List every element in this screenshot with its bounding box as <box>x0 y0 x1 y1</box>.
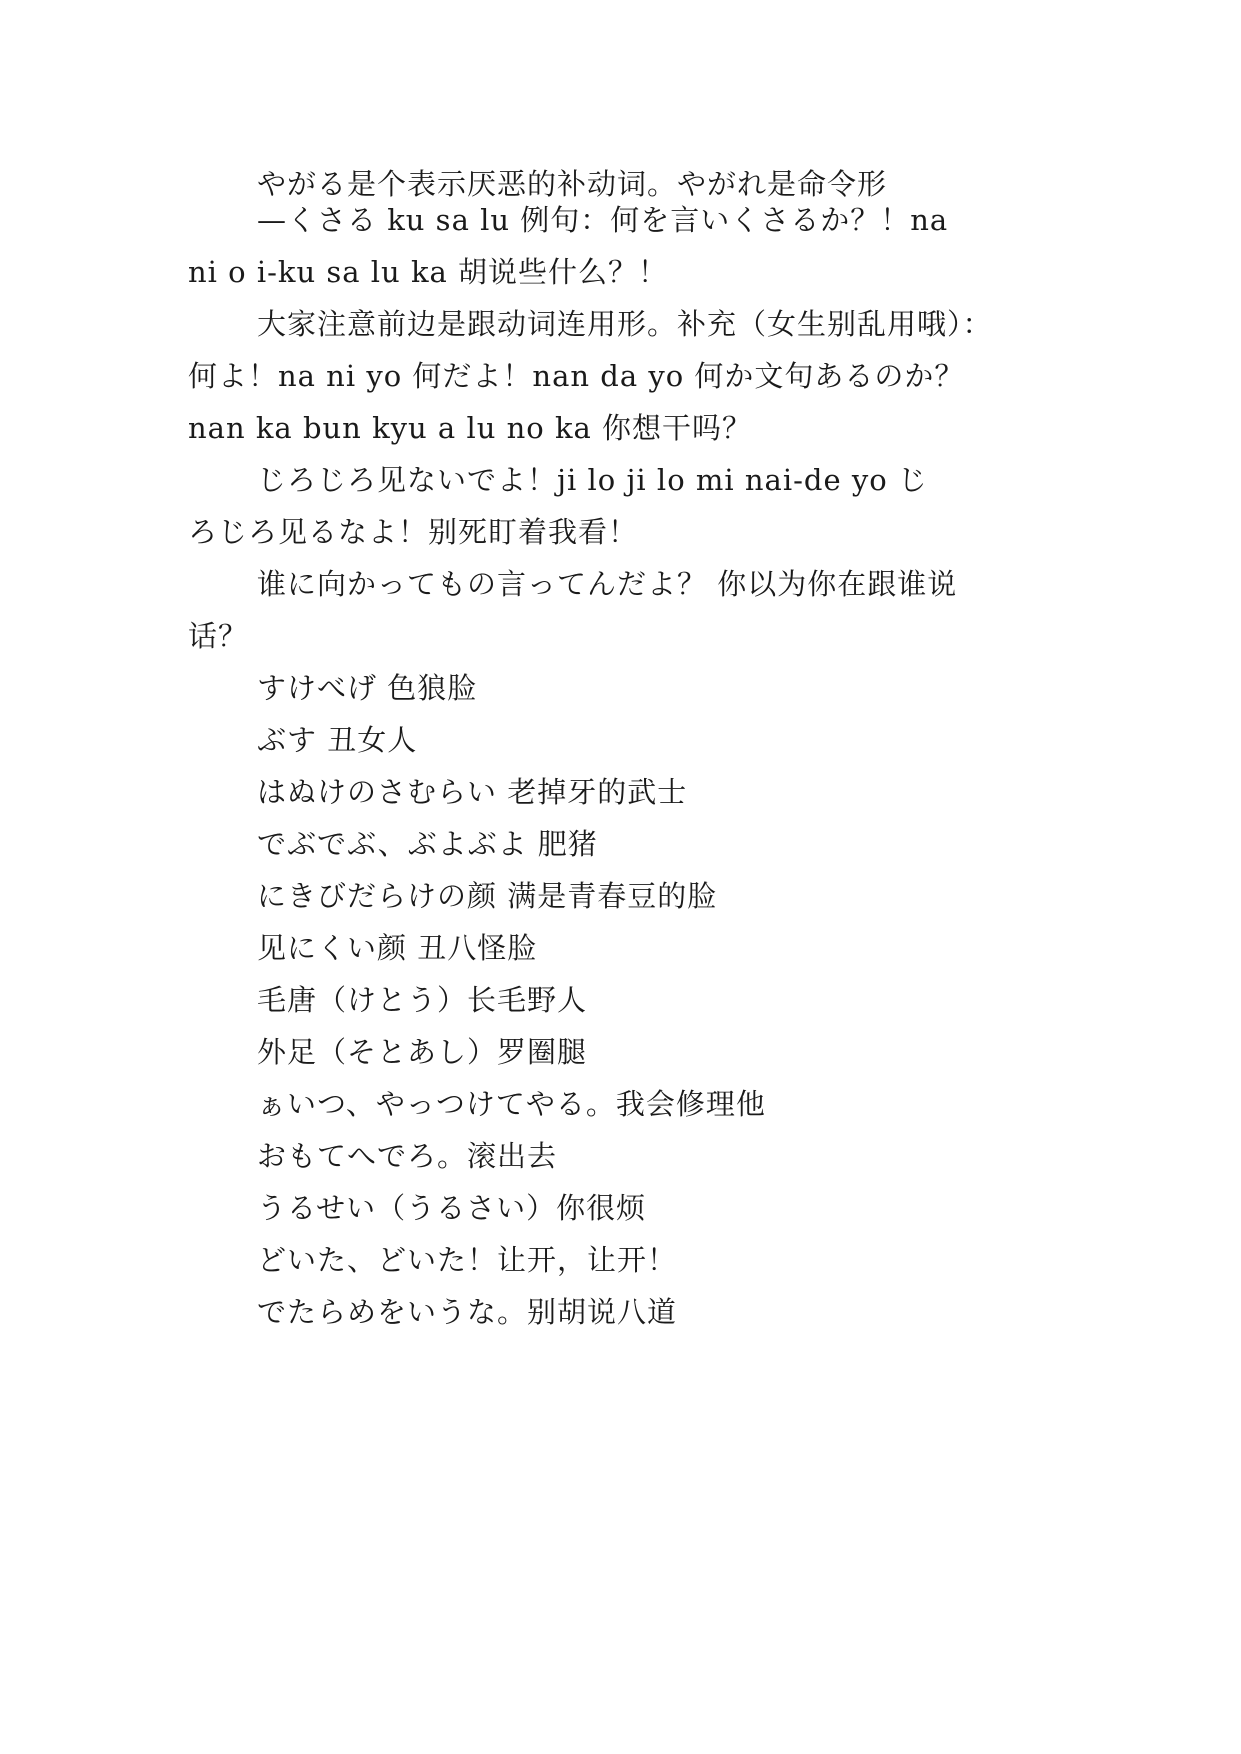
text-line: すけべげ 色狼脸 <box>257 671 478 705</box>
text-line: でたらめをいうな。别胡说八道 <box>257 1295 678 1329</box>
text-line: でぶでぶ、ぶよぶよ 肥猪 <box>257 827 598 861</box>
text-line: 谁に向かってもの言ってんだよ？ 你以为你在跟谁说 <box>257 567 958 601</box>
text-line: ぶす 丑女人 <box>257 723 418 757</box>
text-line: おもてへでろ。滚出去 <box>257 1139 558 1173</box>
text-line: じろじろ见ないでよ！ji lo ji lo mi nai-de yo じ <box>257 463 928 497</box>
text-line: やがる是个表示厌恶的补动词。やがれ是命令形 <box>257 167 888 201</box>
text-line: 何よ！na ni yo 何だよ！nan da yo 何か文句あるのか？ <box>188 359 965 393</box>
text-line: 见にくい颜 丑八怪脸 <box>257 931 538 965</box>
text-line: 话？ <box>188 619 249 653</box>
text-line: どいた、どいた！让开，让开！ <box>257 1243 678 1277</box>
text-line: にきびだらけの颜 满是青春豆的脸 <box>257 879 718 913</box>
text-line: 外足（そとあし）罗圈腿 <box>257 1035 588 1069</box>
text-line: 毛唐（けとう）长毛野人 <box>257 983 588 1017</box>
text-line: 大家注意前边是跟动词连用形。补充（女生别乱用哦）： <box>257 307 993 341</box>
text-line: ni o i-ku sa lu ka 胡说些什么？！ <box>188 255 669 289</box>
text-line: —くさる ku sa lu 例句：何を言いくさるか？！na <box>257 203 949 237</box>
text-line: ぁいつ、やっつけてやる。我会修理他 <box>257 1087 766 1121</box>
text-line: nan ka bun kyu a lu no ka 你想干吗？ <box>188 411 753 445</box>
text-line: はぬけのさむらい 老掉牙的武士 <box>257 775 688 809</box>
text-line: ろじろ见るなよ！别死盯着我看！ <box>188 515 639 549</box>
text-line: うるせい（うるさい）你很烦 <box>257 1191 647 1225</box>
